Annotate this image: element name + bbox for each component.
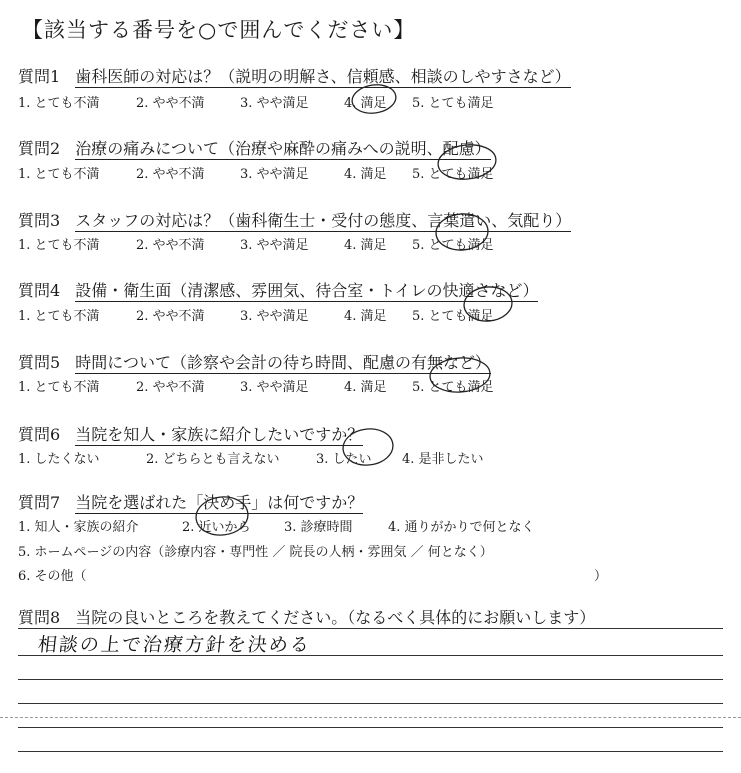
question-8-label: 質問8 — [18, 608, 61, 627]
question-5-label: 質問5 — [18, 353, 61, 372]
option-selected[interactable]: 5. とても満足 — [412, 380, 494, 395]
question-1-options — [18, 92, 494, 111]
question-6-text: 当院を知人・家族に紹介したいですか？ — [75, 425, 364, 444]
question-6-label: 質問6 — [18, 425, 61, 444]
question-5-options — [18, 376, 494, 395]
question-6-options — [18, 448, 484, 467]
question-4 — [18, 278, 538, 301]
question-1-label: 質問1 — [18, 67, 61, 86]
answer-line — [18, 727, 723, 728]
option[interactable]: 1. したくない — [18, 452, 100, 467]
page-title: 【該当する番号を○で囲んでください】 — [22, 18, 416, 42]
option[interactable]: 4. 満足 — [344, 167, 387, 182]
option[interactable]: 1. とても不満 — [18, 309, 100, 324]
option-selected[interactable]: 4. 満足 — [344, 96, 387, 111]
option[interactable]: 2. やや不満 — [136, 238, 205, 253]
option[interactable]: 2. やや不満 — [136, 380, 205, 395]
answer-line — [18, 703, 723, 704]
option[interactable]: 3. やや満足 — [240, 167, 309, 182]
question-3-text: スタッフの対応は？（歯科衛生士・受付の態度、言葉遣い、気配り） — [75, 211, 572, 230]
option[interactable]: 4. 是非したい — [402, 452, 484, 467]
question-7-text: 当院を選ばれた「決め手」は何ですか？ — [75, 493, 364, 512]
option[interactable]: 4. 通りがかりで何となく — [388, 520, 535, 535]
option[interactable]: 1. とても不満 — [18, 96, 100, 111]
question-1-text: 歯科医師の対応は？（説明の明解さ、信頼感、相談のしやすさなど） — [75, 67, 571, 86]
option[interactable]: 2. やや不満 — [136, 96, 205, 111]
option[interactable]: 3. やや満足 — [240, 309, 309, 324]
question-7-label: 質問7 — [18, 493, 61, 512]
option[interactable]: 4. 満足 — [344, 238, 387, 253]
option[interactable]: 3. やや満足 — [240, 96, 309, 111]
option-selected[interactable]: 5. とても満足 — [412, 309, 494, 324]
option[interactable]: 1. 知人・家族の紹介 — [18, 520, 139, 535]
question-8-text: 当院の良いところを教えてください。（なるべく具体的にお願いします） — [75, 608, 596, 627]
option[interactable]: 1. とても不満 — [18, 167, 100, 182]
answer-line — [18, 655, 723, 656]
question-2-label: 質問2 — [18, 139, 61, 158]
option-selected[interactable]: 5. とても満足 — [412, 167, 494, 182]
question-7 — [18, 490, 363, 513]
answer-line — [18, 628, 723, 629]
option[interactable]: 5. とても満足 — [412, 96, 494, 111]
question-2 — [18, 136, 491, 159]
option[interactable]: 2. やや不満 — [136, 309, 205, 324]
question-3-label: 質問3 — [18, 211, 61, 230]
option-selected[interactable]: 3. したい — [316, 452, 372, 467]
question-4-label: 質問4 — [18, 281, 61, 300]
question-5-text: 時間について（診察や会計の待ち時間、配慮の有無など） — [75, 353, 491, 372]
option[interactable]: 3. やや満足 — [240, 380, 309, 395]
option[interactable]: 2. やや不満 — [136, 167, 205, 182]
answer-line — [18, 751, 723, 752]
option-selected[interactable]: 2. 近いから — [182, 520, 251, 535]
question-1 — [18, 64, 571, 87]
option[interactable]: 1. とても不満 — [18, 238, 100, 253]
question-5 — [18, 350, 491, 373]
option-selected[interactable]: 5. とても満足 — [412, 238, 494, 253]
question-3-options — [18, 234, 494, 253]
option[interactable]: 4. 満足 — [344, 309, 387, 324]
question-6 — [18, 422, 363, 445]
question-7-options-row-3 — [18, 565, 607, 584]
question-8 — [18, 605, 595, 628]
question-4-text: 設備・衛生面（清潔感、雰囲気、待合室・トイレの快適さなど） — [75, 281, 539, 300]
option-other-close: ） — [594, 569, 608, 584]
question-7-options-row-1 — [18, 516, 535, 535]
answer-line — [18, 679, 723, 680]
question-4-options — [18, 305, 494, 324]
question-7-options-row-2 — [18, 541, 493, 560]
option[interactable]: 2. どちらとも言えない — [146, 452, 280, 467]
fold-line — [0, 717, 741, 718]
option[interactable]: 3. やや満足 — [240, 238, 309, 253]
option[interactable]: 1. とても不満 — [18, 380, 100, 395]
option[interactable]: 4. 満足 — [344, 380, 387, 395]
q8-handwritten-answer[interactable]: 相談の上で治療方針を決める — [36, 634, 313, 656]
question-3 — [18, 208, 571, 231]
option-other[interactable]: 6. その他（ — [18, 569, 87, 584]
option[interactable]: 5. ホームページの内容（診療内容・専門性 ／ 院長の人柄・雰囲気 ／ 何となく） — [18, 545, 493, 560]
option[interactable]: 3. 診療時間 — [284, 520, 353, 535]
question-2-options — [18, 163, 494, 182]
question-2-text: 治療の痛みについて（治療や麻酔の痛みへの説明、配慮） — [75, 139, 491, 158]
